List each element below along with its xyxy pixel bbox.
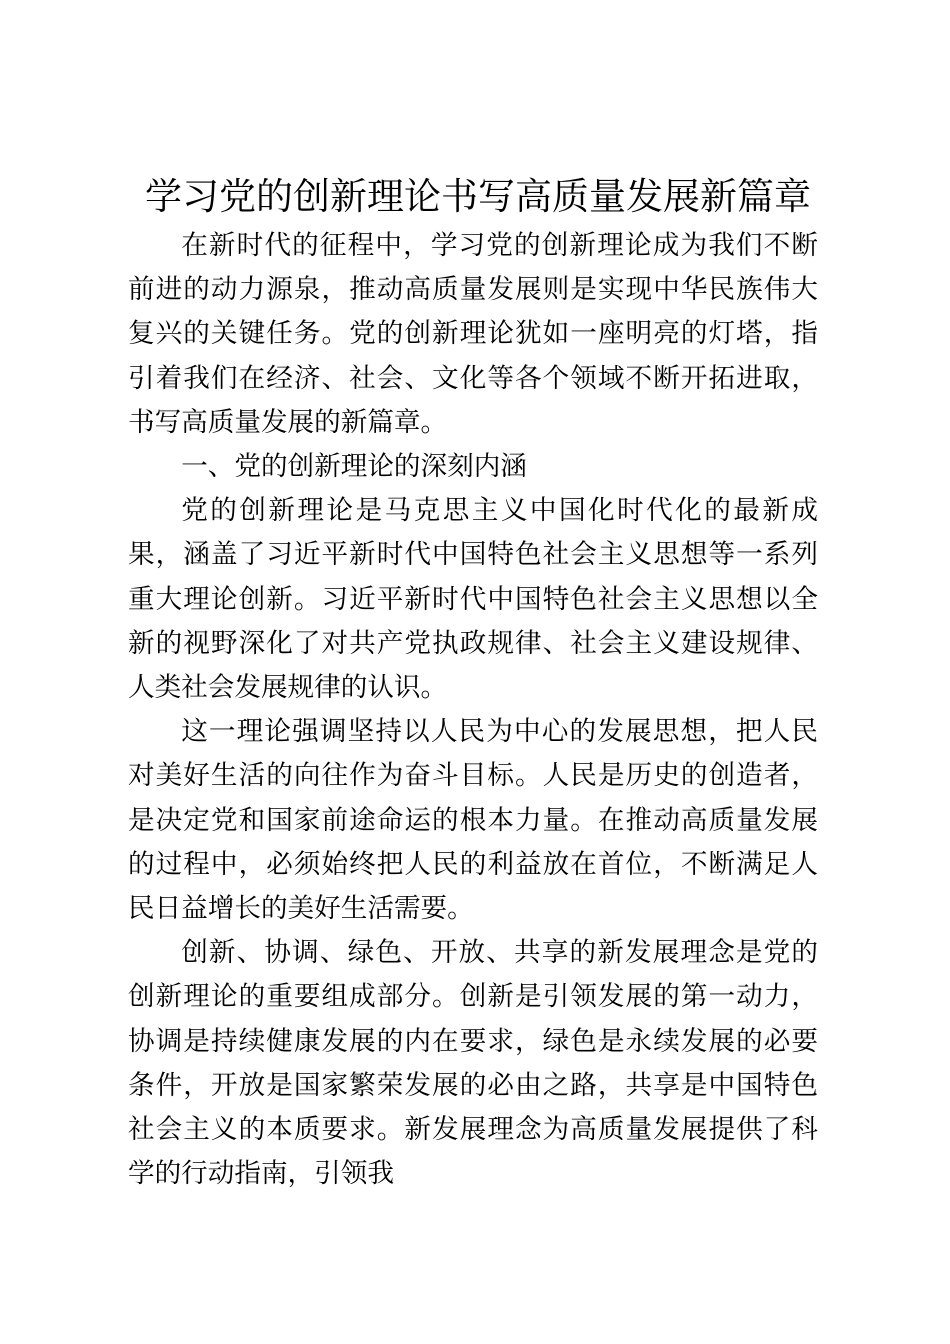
paragraph-people-centered: 这一理论强调坚持以人民为中心的发展思想，把人民对美好生活的向往作为奋斗目标。人民是历史的创造者，是决定党和国家前途命运的根本力量。在推动高质量发展的过程中，必须始终把人民的利益放在首位，不断满足人民日益增长的美好生活需要。 — [128, 716, 818, 925]
document-title: 学习党的创新理论书写高质量发展新篇章 — [145, 175, 811, 218]
paragraph-intro: 在新时代的征程中，学习党的创新理论成为我们不断前进的动力源泉，推动高质量发展则是实现中华民族伟大复兴的关键任务。党的创新理论犹如一座明亮的灯塔，指引着我们在经济、社会、文化等各个领域不断开拓进取，书写高质量发展的新篇章。 — [128, 230, 818, 438]
section-heading: 一、党的创新理论的深刻内涵 — [181, 451, 527, 483]
document-body — [128, 224, 818, 1196]
paragraph-new-development-concepts: 创新、协调、绿色、开放、共享的新发展理念是党的创新理论的重要组成部分。创新是引领发展的第一动力，协调是持续健康发展的内在要求，绿色是永续发展的必要条件，开放是国家繁荣发展的必由之路，共享是中国特色社会主义的本质要求。新发展理念为高质量发展提供了科学的行动指南，引领我 — [128, 937, 818, 1190]
paragraph-theory-content: 党的创新理论是马克思主义中国化时代化的最新成果，涵盖了习近平新时代中国特色社会主义思想等一系列重大理论创新。习近平新时代中国特色社会主义思想以全新的视野深化了对共产党执政规律、社会主义建设规律、人类社会发展规律的认识。 — [128, 495, 818, 704]
